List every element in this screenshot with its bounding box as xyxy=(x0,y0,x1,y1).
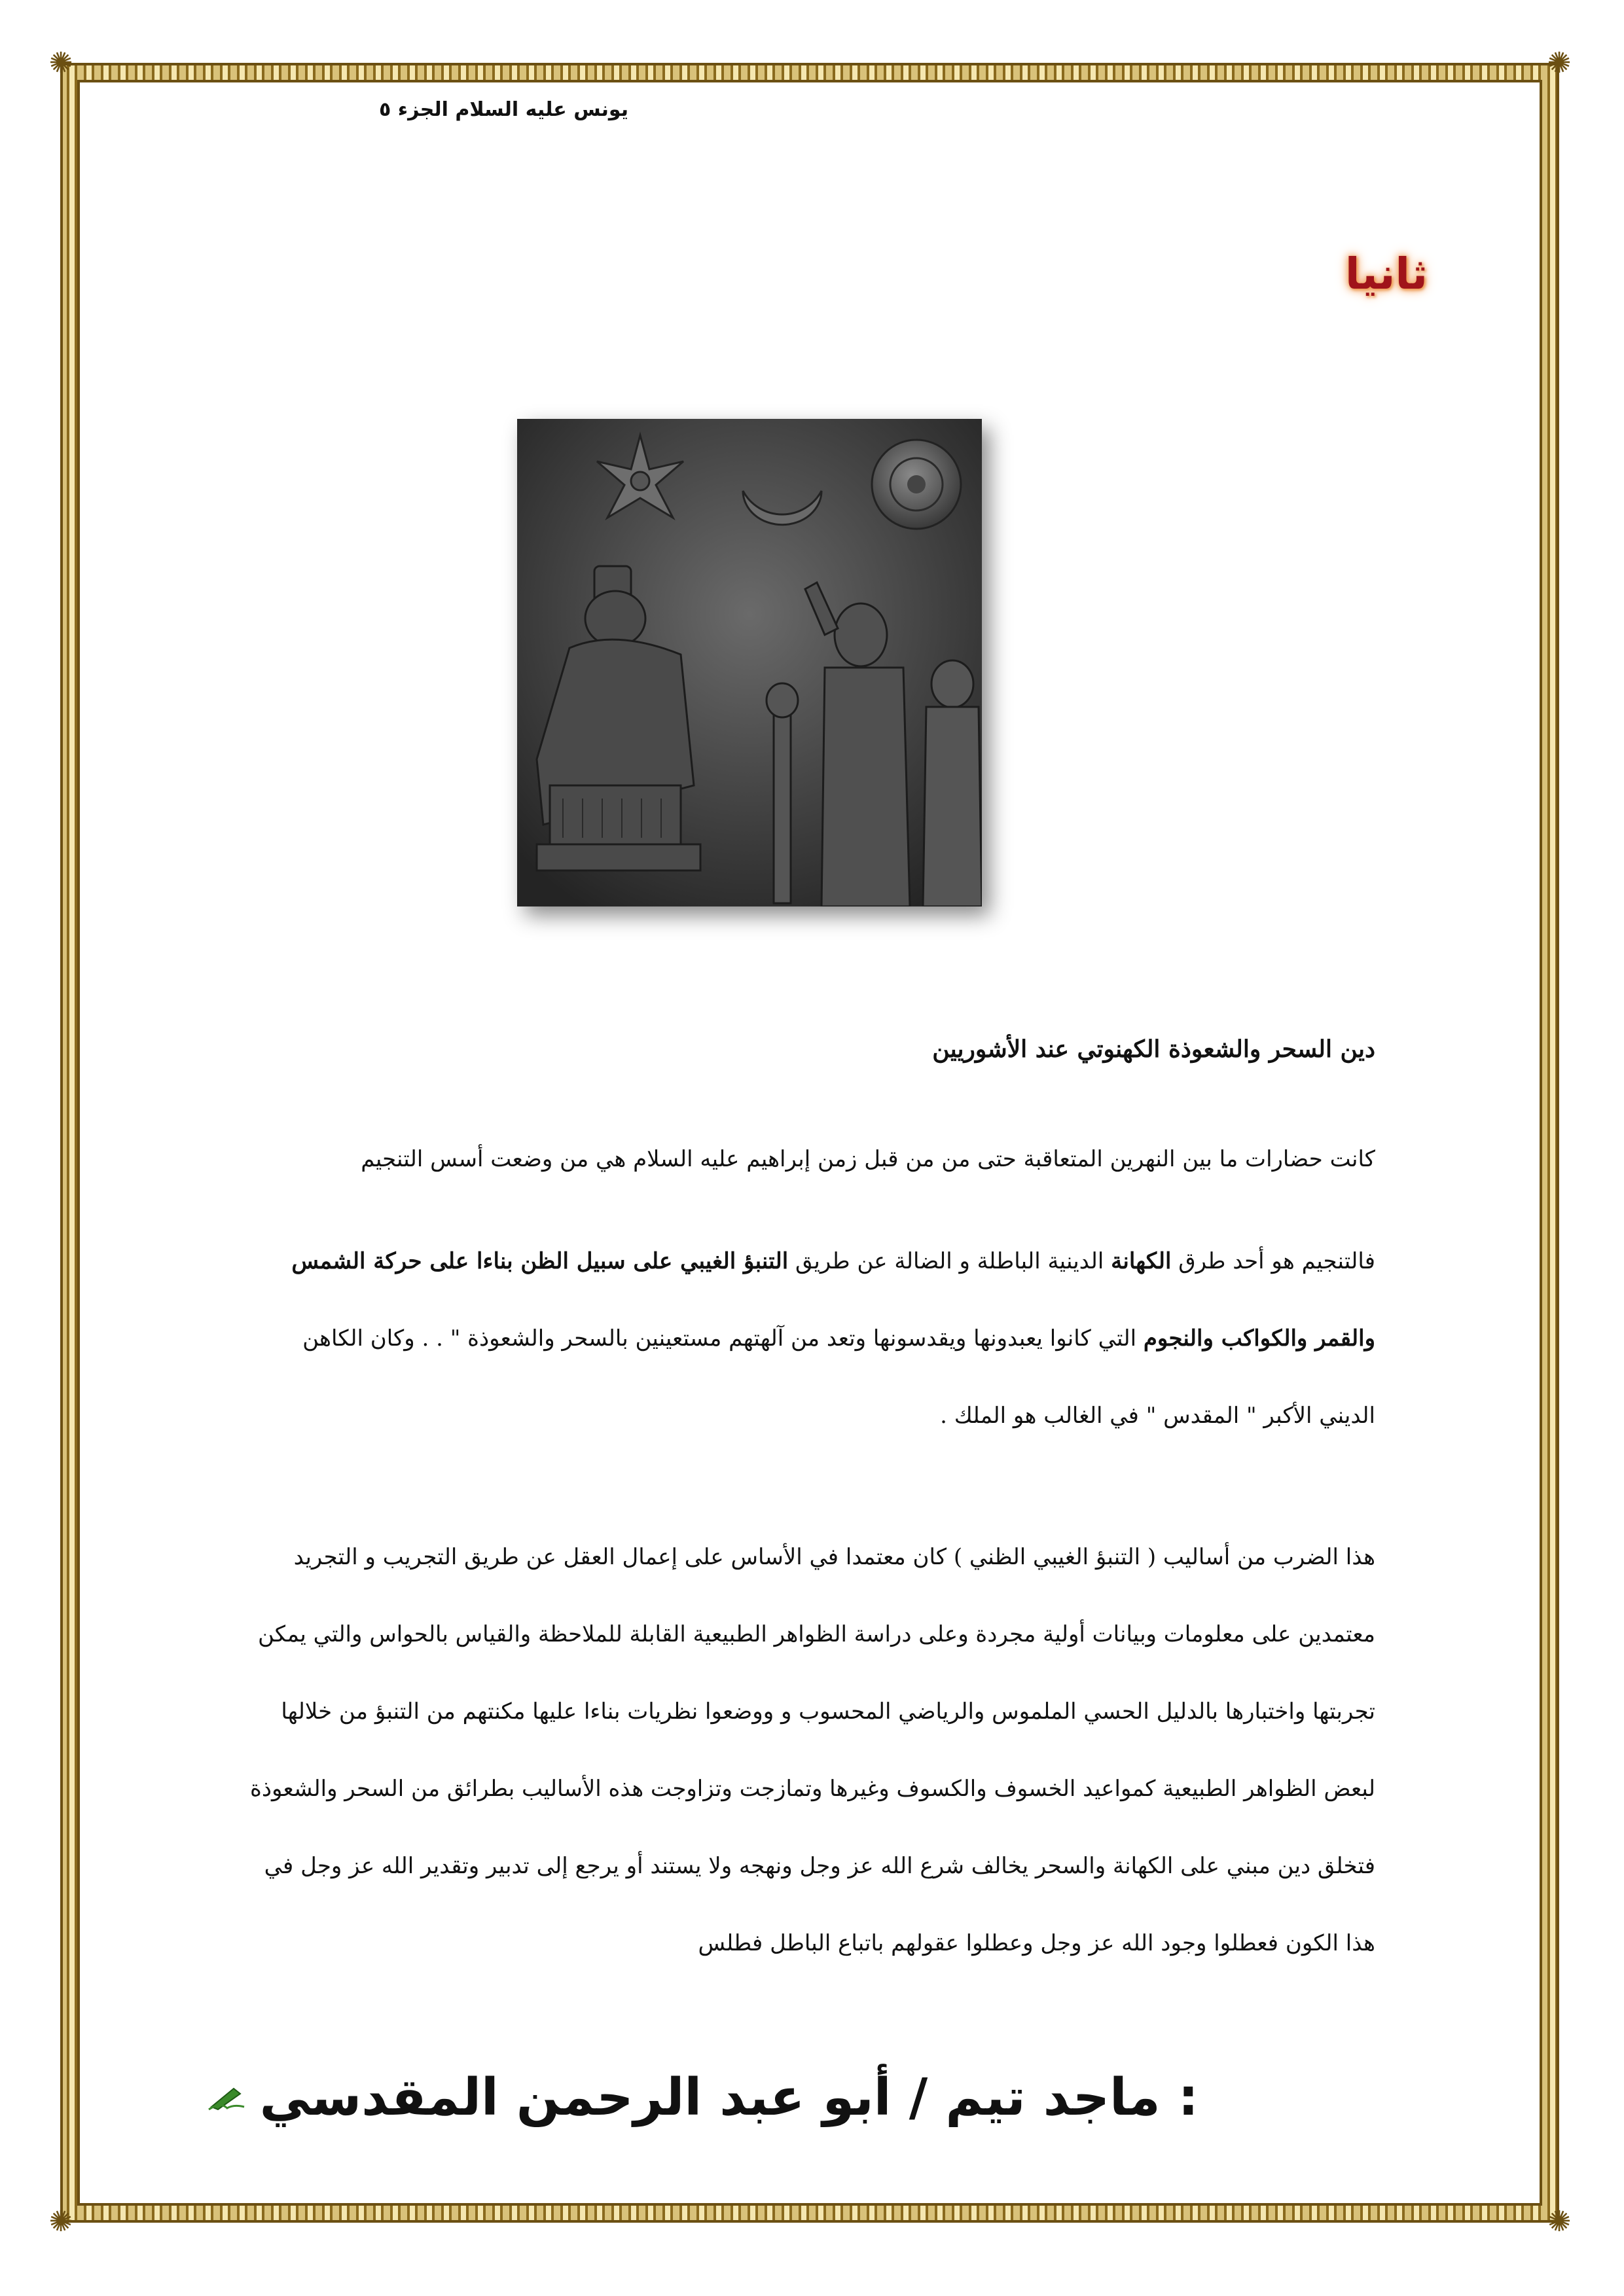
corner-ornament-icon: ✺ xyxy=(48,46,73,80)
sun-disc-icon xyxy=(872,440,961,529)
bold-term: التنبؤ الغيبي على سبيل الظن بناءا على حركة الشمس والقمر والكواكب والنجوم xyxy=(291,1248,1375,1352)
paragraph-text: فالتنجيم هو أحد طرق xyxy=(1171,1248,1375,1274)
section-title: ثانيا xyxy=(1344,249,1428,299)
corner-ornament-icon: ✺ xyxy=(48,2205,73,2238)
running-header: يونس عليه السلام الجزء ٥ xyxy=(378,98,628,121)
paragraph-methods: هذا الضرب من أساليب ( التنبؤ الغيبي الظني ) كان معتمدا في الأساس على إعمال العقل عن طريق التجريب و التجريد معتمدين على معلومات وبيانات أولية مجردة وعلى دراسة الظواهر الطبيعية القابلة للملاحظة والقياس بالحواس والتي يمكن تجربتها واختبارها بالدليل الحسي الملموس والرياضي المحسوب و ووضعوا نظريات بناءا عليها مكنتهم من التنبؤ من خلالها لبعض الظواهر الطبيعية كمواعيد الخسوف والكسوف وغيرها وتمازجت وتزاوجت هذه الأساليب بطرائق من السحر والشعوذة فتخلق دين مبني على الكهانة والسحر يخالف شرع الله عز وجل ونهجه ولا يستند أو يرجع إلى تدبير وتقدير الله عز وجل في هذا الكون فعطلوا وجود الله عز وجل وعطلوا عقولهم باتباع الباطل فطلس xyxy=(250,1544,1375,1956)
paragraph-intro: كانت حضارات ما بين النهرين المتعاقبة حتى من من قبل زمن إبراهيم عليه السلام هي من وضعت أسس التنجيم xyxy=(361,1146,1375,1172)
paragraph-text: التي كانوا يعبدونها ويقدسونها وتعد من آلهتهم مستعينين بالسحر والشعوذة " . . وكان الكاهن الديني الأكبر " المقدس " في الغالب هو الملك . xyxy=(302,1325,1375,1429)
pen-writing-icon xyxy=(208,2085,245,2111)
article-subheading: دين السحر والشعوذة الكهنوتي عند الأشوريين xyxy=(932,1035,1375,1063)
bold-term: الكهانة xyxy=(1111,1248,1172,1274)
paragraph-text: الدينية الباطلة و الضالة عن طريق xyxy=(788,1248,1111,1274)
corner-ornament-icon: ✺ xyxy=(1547,2205,1572,2238)
assyrian-relief-image xyxy=(517,419,982,906)
paragraph-divination xyxy=(249,1223,1375,1454)
signature-text: : ماجد تيم / أبو عبد الرحمن المقدسي xyxy=(259,2068,1199,2127)
corner-ornament-icon: ✺ xyxy=(1547,46,1572,80)
author-signature xyxy=(208,2068,1199,2127)
